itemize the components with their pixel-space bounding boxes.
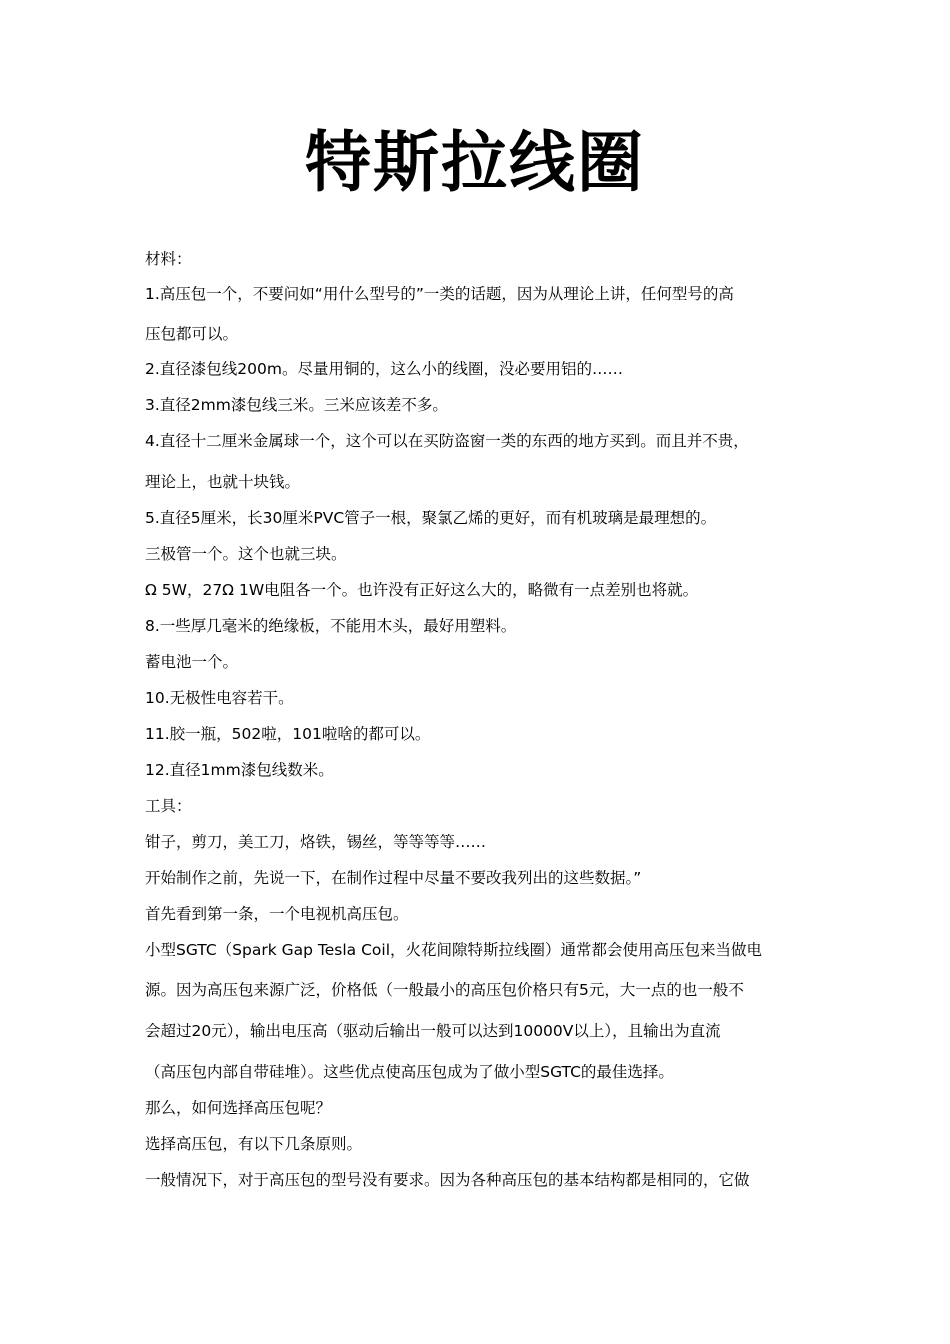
- text-line: 开始制作之前，先说一下，在制作过程中尽量不要改我列出的这些数据。”: [145, 869, 642, 887]
- text-line: 理论上，也就十块钱。: [145, 473, 301, 491]
- text-line: 8.一些厚几毫米的绝缘板，不能用木头，最好用塑料。: [145, 617, 517, 635]
- text-line: 选择高压包，有以下几条原则。: [145, 1135, 363, 1153]
- text-line: （高压包内部自带硅堆）。这些优点使高压包成为了做小型SGTC的最佳选择。: [145, 1063, 674, 1081]
- text-line: 1.高压包一个，不要问如“用什么型号的”一类的话题，因为从理论上讲，任何型号的高: [145, 285, 734, 303]
- text-line: 12.直径1mm漆包线数米。: [145, 761, 334, 779]
- text-line: 蓄电池一个。: [145, 653, 239, 671]
- text-line: 2.直径漆包线200m。尽量用铜的，这么小的线圈，没必要用铝的……: [145, 360, 623, 378]
- text-line: 4.直径十二厘米金属球一个，这个可以在买防盗窗一类的东西的地方买到。而且并不贵，: [145, 432, 749, 450]
- text-line: 三极管一个。这个也就三块。: [145, 545, 347, 563]
- text-line: 11.胶一瓶，502啦，101啦啥的都可以。: [145, 725, 431, 743]
- text-line: 首先看到第一条，一个电视机高压包。: [145, 905, 409, 923]
- text-line: 会超过20元），输出电压高（驱动后输出一般可以达到10000V以上），且输出为直流: [145, 1022, 721, 1040]
- text-line: 源。因为高压包来源广泛，价格低（一般最小的高压包价格只有5元，大一点的也一般不: [145, 981, 744, 999]
- document-title: 特斯拉线圈: [305, 124, 645, 201]
- text-line: 3.直径2mm漆包线三米。三米应该差不多。: [145, 396, 448, 414]
- text-line: 10.无极性电容若干。: [145, 689, 294, 707]
- text-line: 那么，如何选择高压包呢？: [145, 1099, 332, 1117]
- text-line: 一般情况下，对于高压包的型号没有要求。因为各种高压包的基本结构都是相同的，它做: [145, 1171, 750, 1189]
- text-line: 材料：: [145, 250, 192, 268]
- text-line: 工具：: [145, 797, 192, 815]
- text-line: Ω 5W，27Ω 1W电阻各一个。也许没有正好这么大的，略微有一点差别也将就。: [145, 581, 699, 599]
- text-line: 小型SGTC（Spark Gap Tesla Coil，火花间隙特斯拉线圈）通常都会使用高压包来当做电: [145, 941, 763, 959]
- text-line: 压包都可以。: [145, 325, 239, 343]
- text-line: 5.直径5厘米，长30厘米PVC管子一根，聚氯乙烯的更好，而有机玻璃是最理想的。: [145, 509, 717, 527]
- text-line: 钳子，剪刀，美工刀，烙铁，锡丝，等等等等……: [145, 833, 487, 851]
